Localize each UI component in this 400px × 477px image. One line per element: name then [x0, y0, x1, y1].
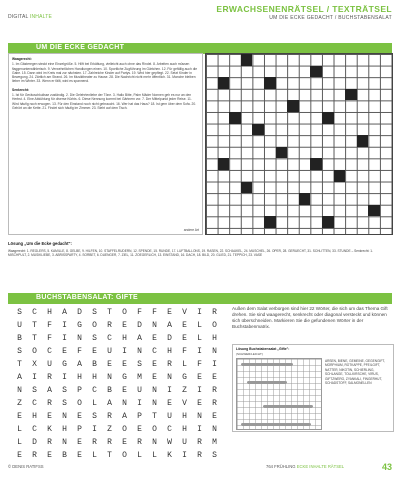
letter-cell[interactable]: K	[167, 451, 172, 460]
letter-cell[interactable]: D	[167, 334, 172, 343]
letter-cell[interactable]: I	[197, 386, 202, 395]
letter-cell[interactable]: L	[197, 334, 202, 343]
footer-copyright: © DENIS RATIFSS	[8, 464, 44, 469]
letter-cell[interactable]: L	[152, 451, 157, 460]
letter-cell[interactable]: L	[92, 399, 97, 408]
letter-grid-row	[12, 332, 222, 345]
letter-cell[interactable]: E	[77, 412, 82, 421]
solution-mini-grid	[236, 358, 322, 430]
letter-cell[interactable]: G	[182, 373, 187, 382]
letter-cell[interactable]: F	[137, 308, 142, 317]
letter-cell[interactable]: R	[137, 438, 142, 447]
letter-cell[interactable]: N	[77, 334, 82, 343]
crossword-black-cell	[345, 89, 357, 101]
letter-cell[interactable]: E	[122, 360, 127, 369]
letter-cell[interactable]: O	[212, 321, 217, 330]
crossword-grid[interactable]	[205, 53, 393, 235]
letter-cell[interactable]: N	[212, 425, 217, 434]
letter-cell[interactable]: L	[182, 360, 187, 369]
letter-cell[interactable]: L	[92, 451, 97, 460]
letter-cell[interactable]: E	[167, 308, 172, 317]
letter-grid-row	[12, 319, 222, 332]
letter-cell[interactable]: E	[212, 373, 217, 382]
across-label: Waagerecht:	[12, 57, 32, 61]
letter-cell[interactable]: U	[167, 412, 172, 421]
letter-cell[interactable]: S	[212, 451, 217, 460]
letter-cell[interactable]: S	[62, 386, 67, 395]
down-clues: 1. Ist für Geräuschkulisse zuständig. 2. Die Gelehrtenliebe der Töne. 3. Hallo Bitte, Palm Mäder Nonnen geh es nur an den Herbst. 4. Eine Abkühlung für diverse Kürbis. 6. Diese Nennung kommt bei Gärtnern vor. 7. Der Mittelpunkt jeder Reise. 11. Wird häufig noch erwogen. 13. Für den Einstand noch nicht gebraucht. 16. Wer hat das Haus? 18. Ist gern über dem Sofa. 20. Gehört an die Kette. 21. Findet sich häufig im Zimmer. 23. Steht auf dem Tisch.	[12, 93, 197, 110]
letter-cell[interactable]: I	[32, 373, 37, 382]
page-number: 43	[381, 462, 392, 472]
letter-cell[interactable]: O	[32, 347, 37, 356]
letter-cell[interactable]: T	[107, 451, 112, 460]
letter-cell[interactable]: S	[17, 347, 22, 356]
crossword-black-cell	[264, 216, 276, 228]
letter-cell[interactable]: N	[62, 412, 67, 421]
crossword-black-cell	[252, 124, 264, 136]
letter-cell[interactable]: N	[107, 373, 112, 382]
letter-cell[interactable]: E	[77, 438, 82, 447]
letter-cell[interactable]: E	[152, 360, 157, 369]
solution-highlight	[241, 363, 293, 366]
letter-cell[interactable]: E	[122, 321, 127, 330]
letter-cell[interactable]: F	[47, 321, 52, 330]
letter-cell[interactable]: I	[182, 451, 187, 460]
letter-cell[interactable]: S	[92, 308, 97, 317]
letter-grid-row	[12, 423, 222, 436]
letter-cell[interactable]: R	[197, 438, 202, 447]
crossword-black-cell	[287, 100, 299, 112]
letter-cell[interactable]: I	[167, 386, 172, 395]
letter-cell[interactable]: N	[197, 412, 202, 421]
crossword-black-cell	[310, 66, 322, 78]
letter-cell[interactable]: I	[197, 347, 202, 356]
letter-cell[interactable]: P	[77, 386, 82, 395]
wordsearch-solution-sub: (SCHWER/LEICHT)	[236, 352, 263, 356]
section-heading: UM DIE ECKE GEDACHT	[36, 44, 125, 51]
letter-cell[interactable]: F	[47, 334, 52, 343]
letter-cell[interactable]: B	[17, 334, 22, 343]
letter-cell[interactable]: R	[197, 451, 202, 460]
letter-cell[interactable]: S	[32, 386, 37, 395]
letter-cell[interactable]: P	[77, 425, 82, 434]
letter-cell[interactable]: E	[182, 321, 187, 330]
letter-cell[interactable]: S	[62, 399, 67, 408]
clues-text	[12, 57, 198, 110]
letter-cell[interactable]: K	[47, 425, 52, 434]
letter-grid-row	[12, 384, 222, 397]
letter-cell[interactable]: H	[167, 347, 172, 356]
letter-cell[interactable]: E	[62, 347, 67, 356]
section-heading-2: BUCHSTABENSALAT: GIFTE	[36, 294, 139, 301]
header-left: DIGITAL INHALTE	[8, 14, 53, 20]
letter-cell[interactable]: D	[77, 308, 82, 317]
crossword-black-cell	[322, 112, 334, 124]
letter-cell[interactable]: R	[47, 399, 52, 408]
letter-cell[interactable]: I	[197, 425, 202, 434]
letter-cell[interactable]: O	[122, 451, 127, 460]
letter-grid-row	[12, 397, 222, 410]
letter-cell[interactable]: B	[107, 386, 112, 395]
letter-cell[interactable]: I	[92, 425, 97, 434]
crossword-black-cell	[310, 158, 322, 170]
letter-cell[interactable]: L	[17, 438, 22, 447]
letter-cell[interactable]: C	[107, 334, 112, 343]
wordsearch-solution-box	[232, 344, 394, 432]
letter-cell[interactable]: H	[32, 412, 37, 421]
letter-cell[interactable]: I	[122, 347, 127, 356]
letter-grid-row	[12, 306, 222, 319]
letter-cell[interactable]: E	[47, 412, 52, 421]
letter-cell[interactable]: E	[107, 360, 112, 369]
letter-cell[interactable]: N	[152, 386, 157, 395]
letter-cell[interactable]: F	[152, 308, 157, 317]
letter-cell[interactable]: E	[77, 451, 82, 460]
page-title: ERWACHSENENRÄTSEL / TEXTRÄTSEL	[216, 4, 392, 14]
letter-cell[interactable]: R	[107, 321, 112, 330]
letter-cell[interactable]: H	[182, 425, 187, 434]
letter-cell[interactable]: D	[32, 438, 37, 447]
letter-cell[interactable]: I	[62, 334, 67, 343]
letter-cell[interactable]: M	[137, 373, 142, 382]
letter-cell[interactable]: R	[92, 438, 97, 447]
letter-cell[interactable]: N	[212, 347, 217, 356]
letter-cell[interactable]: I	[62, 321, 67, 330]
letter-cell[interactable]: C	[32, 308, 37, 317]
letter-cell[interactable]: R	[212, 308, 217, 317]
letter-grid-row	[12, 410, 222, 423]
letter-cell[interactable]: S	[17, 308, 22, 317]
letter-cell[interactable]: H	[92, 373, 97, 382]
letter-cell[interactable]: N	[122, 399, 127, 408]
crossword-black-cell	[229, 112, 241, 124]
letter-cell[interactable]: H	[77, 373, 82, 382]
letter-cell[interactable]: T	[107, 308, 112, 317]
letter-cell[interactable]: N	[17, 386, 22, 395]
letter-grid-row	[12, 358, 222, 371]
letter-cell[interactable]: L	[137, 451, 142, 460]
crossword-black-cell	[299, 193, 311, 205]
wordsearch-intro: Außen dem Salat verborgen sind hier 22 Wörter, die sich um das Thema Gift drehen. Sie sind waagerecht, senkrecht oder diagonal versteckt und können sich überschneiden. Markieren Sie die gefundenen Wörter in der Buchstabenmatrix.	[232, 306, 388, 330]
letter-cell[interactable]: R	[212, 386, 217, 395]
letter-cell[interactable]: E	[92, 347, 97, 356]
letter-cell[interactable]: T	[32, 321, 37, 330]
crossword-black-cell	[322, 216, 334, 228]
letter-cell[interactable]: O	[77, 399, 82, 408]
letter-cell[interactable]: S	[92, 412, 97, 421]
letter-cell[interactable]: H	[212, 334, 217, 343]
letter-cell[interactable]: A	[62, 308, 67, 317]
letter-cell[interactable]: E	[197, 373, 202, 382]
letter-cell[interactable]: W	[167, 438, 172, 447]
letter-cell[interactable]: I	[62, 373, 67, 382]
letter-cell[interactable]: O	[122, 425, 127, 434]
letter-cell[interactable]: C	[32, 399, 37, 408]
letter-cell[interactable]: M	[212, 438, 217, 447]
solution-title: Lösung „Um die Ecke gedacht":	[8, 241, 72, 246]
section-heading-bar-2	[8, 293, 392, 304]
crossword-black-cell	[264, 77, 276, 89]
letter-cell[interactable]: N	[167, 373, 172, 382]
letter-cell[interactable]: L	[197, 321, 202, 330]
letter-cell[interactable]: T	[17, 360, 22, 369]
crossword-black-cell	[357, 135, 369, 147]
letter-cell[interactable]: C	[32, 425, 37, 434]
letter-cell[interactable]: P	[137, 412, 142, 421]
letter-cell[interactable]: V	[182, 399, 187, 408]
letter-cell[interactable]: H	[122, 334, 127, 343]
letter-cell[interactable]: I	[137, 399, 142, 408]
letter-cell[interactable]: S	[92, 334, 97, 343]
letter-cell[interactable]: O	[122, 308, 127, 317]
letter-grid-row	[12, 371, 222, 384]
letter-cell[interactable]: S	[137, 360, 142, 369]
letter-cell[interactable]: N	[62, 438, 67, 447]
letter-cell[interactable]: C	[167, 425, 172, 434]
crossword-black-cell	[218, 77, 230, 89]
letter-cell[interactable]: I	[212, 360, 217, 369]
letter-cell[interactable]: R	[107, 412, 112, 421]
letter-cell[interactable]: A	[122, 412, 127, 421]
solution-highlight	[263, 405, 313, 408]
letter-cell[interactable]: R	[47, 373, 52, 382]
letter-cell[interactable]: E	[212, 412, 217, 421]
crossword-black-cell	[218, 158, 230, 170]
across-clues: 1. Im Gästeregen steckt eine Einzelgröße. 5. Hilft bei Erkältung, vielleicht auch ohne das Rindel. 8. Arbeiten auch müssen flaggenunterwählerisch. 9. Verwehntlichen Handlungen einen. 10. Sportliche Zugführung im Gärtchen. 12. Für gefällig auch die Gabe. 15. Dann wird im Kreis mal zur nächsten. 17. Zahlreiche Kinder auf Partys. 19. Wird hier gepflegt. 22. Setzt Kinder in Bewegung. 24. Zärtlich am Strand. 26. Im Musiktheater zu Hause. 28. Die Nachricht nicht mehr öffentlich. 31. Manche bleiben lieber im Winter. 33. Wenn er fällt, wird es spannend.	[12, 62, 198, 84]
letter-cell[interactable]: R	[167, 360, 172, 369]
letter-cell[interactable]: N	[137, 347, 142, 356]
letter-cell[interactable]: Z	[107, 425, 112, 434]
letter-cell[interactable]: C	[152, 347, 157, 356]
letter-grid[interactable]	[12, 306, 222, 462]
solution-highlight	[241, 423, 311, 426]
letter-cell[interactable]: E	[122, 438, 127, 447]
footer-issue: 764 FRÜHLING ECKE INHALTE RÄTSEL	[266, 464, 345, 469]
letter-cell[interactable]: A	[17, 373, 22, 382]
letter-cell[interactable]: N	[152, 399, 157, 408]
letter-grid-row	[12, 436, 222, 449]
letter-cell[interactable]: U	[137, 386, 142, 395]
wordsearch-solution-title: Lösung Buchstabensalat „Gifte":	[236, 347, 290, 351]
letter-cell[interactable]: R	[47, 438, 52, 447]
letter-cell[interactable]: B	[62, 451, 67, 460]
letter-cell[interactable]: X	[32, 360, 37, 369]
crossword-black-cell	[241, 182, 253, 194]
letter-cell[interactable]: E	[182, 334, 187, 343]
letter-cell[interactable]: G	[122, 373, 127, 382]
letter-grid-row	[12, 449, 222, 462]
letter-cell[interactable]: E	[47, 451, 52, 460]
letter-cell[interactable]: E	[152, 373, 157, 382]
letter-cell[interactable]: E	[17, 451, 22, 460]
letter-cell[interactable]: A	[77, 360, 82, 369]
letter-cell[interactable]: N	[152, 321, 157, 330]
letter-grid-row	[12, 345, 222, 358]
clues-note: andere Art	[183, 227, 199, 232]
letter-cell[interactable]: H	[182, 412, 187, 421]
letter-cell[interactable]: E	[122, 386, 127, 395]
crossword-black-cell	[368, 205, 380, 217]
letter-cell[interactable]: E	[152, 334, 157, 343]
letter-cell[interactable]: U	[17, 321, 22, 330]
letter-cell[interactable]: A	[167, 321, 172, 330]
letter-cell[interactable]: C	[47, 347, 52, 356]
letter-cell[interactable]: Z	[17, 399, 22, 408]
letter-cell[interactable]: D	[137, 321, 142, 330]
letter-cell[interactable]: T	[32, 334, 37, 343]
letter-cell[interactable]: V	[182, 308, 187, 317]
solution-word-list: ARSEN, BIENE, GEMEINE, GEGENGIFT, MORPHIUM, ROTKAPPE, PFEILGIFT, NATTER, NIKOTIN, SCHIERLING, SCHLANGE, TOLLKIRSCHE, VIRUS, GIFTZWERG, ZYANKALI, FINGERHUT, SCHADSTOFF, SALMONELLEN	[325, 359, 385, 386]
letter-cell[interactable]: U	[107, 347, 112, 356]
down-label: Senkrecht:	[12, 87, 30, 92]
letter-cell[interactable]: R	[107, 438, 112, 447]
letter-cell[interactable]: I	[197, 308, 202, 317]
letter-cell[interactable]: E	[17, 412, 22, 421]
letter-cell[interactable]: C	[92, 386, 97, 395]
letter-cell[interactable]: G	[77, 321, 82, 330]
letter-cell[interactable]: A	[137, 334, 142, 343]
crossword-black-cell	[241, 54, 253, 66]
letter-cell[interactable]: F	[77, 347, 82, 356]
crossword-black-cell	[334, 170, 346, 182]
letter-cell[interactable]: H	[47, 308, 52, 317]
letter-cell[interactable]: G	[62, 360, 67, 369]
clues-box	[8, 53, 203, 235]
letter-cell[interactable]: F	[197, 360, 202, 369]
letter-cell[interactable]: A	[107, 399, 112, 408]
solution-highlight	[247, 381, 287, 384]
page-subtitle: UM DIE ECKE GEDACHT / BUCHSTABENSALAT	[269, 15, 392, 21]
letter-cell[interactable]: R	[32, 451, 37, 460]
letter-cell[interactable]: H	[62, 425, 67, 434]
letter-cell[interactable]: B	[92, 360, 97, 369]
letter-cell[interactable]: U	[47, 360, 52, 369]
letter-cell[interactable]: R	[212, 399, 217, 408]
letter-cell[interactable]: O	[92, 321, 97, 330]
solution-text: Waagerecht: 1. REGLERS, 5. KAMILLE, 8. GELBE, 9. HILFEN, 10. STAFFELRUDERN, 12. SPENDE, 15. RUNDE, 17. LUFTBALLONS, 19. RASEN, 22. SCHAUKEL, 24. MUSCHEL, 26. OPER, 28. GERUECHT, 31. SCHLITTEN, 33. STUNDE – Senkrecht: 1. MISCHPULT, 2. MUSIKLIEBE, 3. ABRISSPARTY, 4. SORBET, 6. DUENGER, 7. ZIEL, 11. ZOEGERLICH, 13. EINSTAND, 16. DACH, 18. BILD, 20. GLIED, 21. TEPPICH, 23. VASE	[8, 249, 373, 258]
letter-cell[interactable]: E	[137, 425, 142, 434]
letter-cell[interactable]: A	[47, 386, 52, 395]
letter-cell[interactable]: N	[152, 438, 157, 447]
letter-cell[interactable]: E	[197, 399, 202, 408]
letter-cell[interactable]: U	[182, 438, 187, 447]
crossword-black-cell	[276, 147, 288, 159]
letter-cell[interactable]: L	[17, 425, 22, 434]
letter-cell[interactable]: E	[167, 399, 172, 408]
letter-cell[interactable]: Z	[182, 386, 187, 395]
letter-cell[interactable]: O	[152, 425, 157, 434]
letter-cell[interactable]: T	[152, 412, 157, 421]
letter-cell[interactable]: F	[182, 347, 187, 356]
